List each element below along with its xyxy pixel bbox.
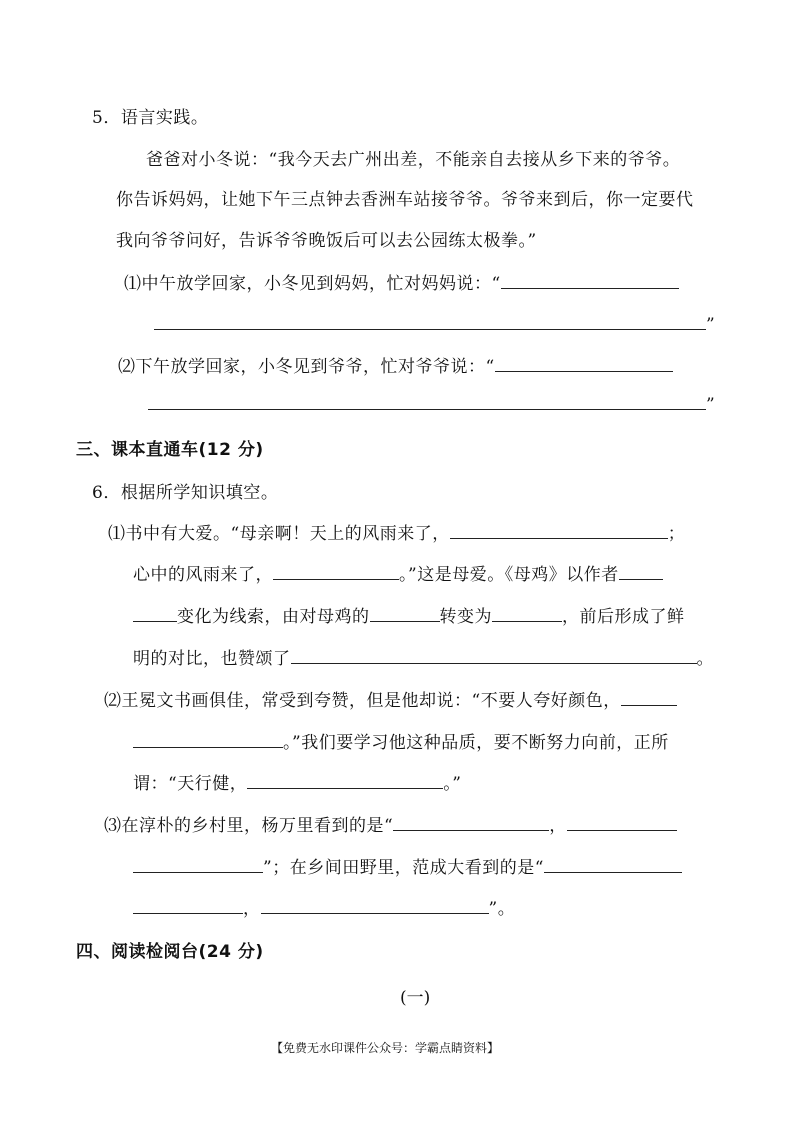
- q5-passage-line-2: 你告诉妈妈，让她下午三点钟去香洲车站接爷爷。爷爷来到后，你一定要代: [116, 190, 694, 210]
- answer-blank[interactable]: [621, 690, 677, 706]
- q6-p1-text: 。”这是母爱。《母鸡》以作者: [399, 565, 619, 585]
- q6-p1-line1: [108, 522, 685, 546]
- reading-part-label: (一): [400, 988, 431, 1008]
- answer-blank[interactable]: [133, 606, 177, 622]
- q6-p1-text: 心中的风雨来了，: [133, 565, 273, 585]
- footer-note: 【免费无水印课件公众号：学霸点睛资料】: [271, 1041, 500, 1055]
- q6-p3-line1: [104, 814, 677, 838]
- close-quote: ”: [706, 395, 716, 415]
- comma: ，: [243, 899, 261, 919]
- q6-p2-line1: [104, 689, 677, 713]
- answer-blank[interactable]: [291, 648, 697, 664]
- q5-sub1-line2: [154, 313, 715, 337]
- q5-passage-line-3: 我向爷爷问好，告诉爷爷晚饭后可以去公园练太极拳。”: [116, 231, 537, 251]
- q6-p3-text: ⑶在淳朴的乡村里，杨万里看到的是“: [104, 816, 394, 836]
- answer-blank[interactable]: [495, 356, 673, 372]
- answer-blank[interactable]: [567, 815, 677, 831]
- answer-blank[interactable]: [154, 314, 706, 330]
- answer-blank[interactable]: [247, 773, 443, 789]
- q6-p2-line3: [133, 772, 461, 796]
- q6-p2-text: 。”我们要学习他这种品质，要不断努力向前，正所: [283, 733, 669, 753]
- q6-p2-text: 。”: [443, 774, 462, 794]
- answer-blank[interactable]: [393, 815, 549, 831]
- comma: ，: [549, 816, 567, 836]
- answer-blank[interactable]: [492, 606, 562, 622]
- period: 。: [696, 649, 714, 669]
- answer-blank[interactable]: [273, 564, 399, 580]
- q6-p2-line2: [133, 731, 669, 755]
- q6-p2-text: ⑵王冕文书画俱佳，常受到夸赞，但是他却说：“不要人夸好颜色，: [104, 691, 621, 711]
- answer-blank[interactable]: [133, 857, 263, 873]
- q5-sub1: [124, 272, 679, 296]
- q5-sub2-line2: [148, 393, 715, 417]
- q5-title: 5．语言实践。: [92, 108, 209, 128]
- q6-title: 6．根据所学知识填空。: [92, 483, 279, 503]
- q6-p1-text: 明的对比，也赞颂了: [133, 649, 291, 669]
- q6-p1-text: ⑴书中有大爱。“母亲啊！天上的风雨来了，: [108, 524, 450, 544]
- section-4-heading: 四、阅读检阅台(24 分): [76, 942, 264, 962]
- answer-blank[interactable]: [450, 523, 668, 539]
- answer-blank[interactable]: [133, 732, 283, 748]
- q5-sub2-text: ⑵下午放学回家，小冬见到爷爷，忙对爷爷说：“: [118, 357, 495, 377]
- semicolon: ；: [667, 524, 686, 544]
- q6-p1-text: ，前后形成了鲜: [562, 607, 685, 627]
- close-quote: ”: [706, 315, 716, 335]
- answer-blank[interactable]: [370, 606, 440, 622]
- q6-p1-line3: [133, 605, 685, 629]
- q5-passage-line-1: 爸爸对小冬说：“我今天去广州出差，不能亲自去接从乡下来的爷爷。: [146, 150, 681, 170]
- q6-p1-text: 变化为线索，由对母鸡的: [177, 607, 370, 627]
- q6-p3-line3: [133, 897, 515, 921]
- q6-p1-text: 转变为: [439, 607, 492, 627]
- q6-p2-text: 谓：“天行健，: [133, 774, 248, 794]
- q6-p1-line2: [133, 563, 663, 587]
- q6-p3-line2: [133, 856, 682, 880]
- answer-blank[interactable]: [501, 273, 679, 289]
- answer-blank[interactable]: [148, 394, 706, 410]
- q6-p3-text: ”。: [488, 899, 516, 919]
- q5-sub2: [118, 355, 673, 379]
- q6-p3-text: ”；在乡间田野里，范成大看到的是“: [263, 858, 544, 878]
- q5-sub1-text: ⑴中午放学回家，小冬见到妈妈，忙对妈妈说：“: [124, 274, 501, 294]
- answer-blank[interactable]: [133, 898, 243, 914]
- section-3-heading: 三、课本直通车(12 分): [76, 440, 264, 460]
- answer-blank[interactable]: [261, 898, 489, 914]
- answer-blank[interactable]: [619, 564, 663, 580]
- q6-p1-line4: [133, 647, 714, 671]
- answer-blank[interactable]: [544, 857, 682, 873]
